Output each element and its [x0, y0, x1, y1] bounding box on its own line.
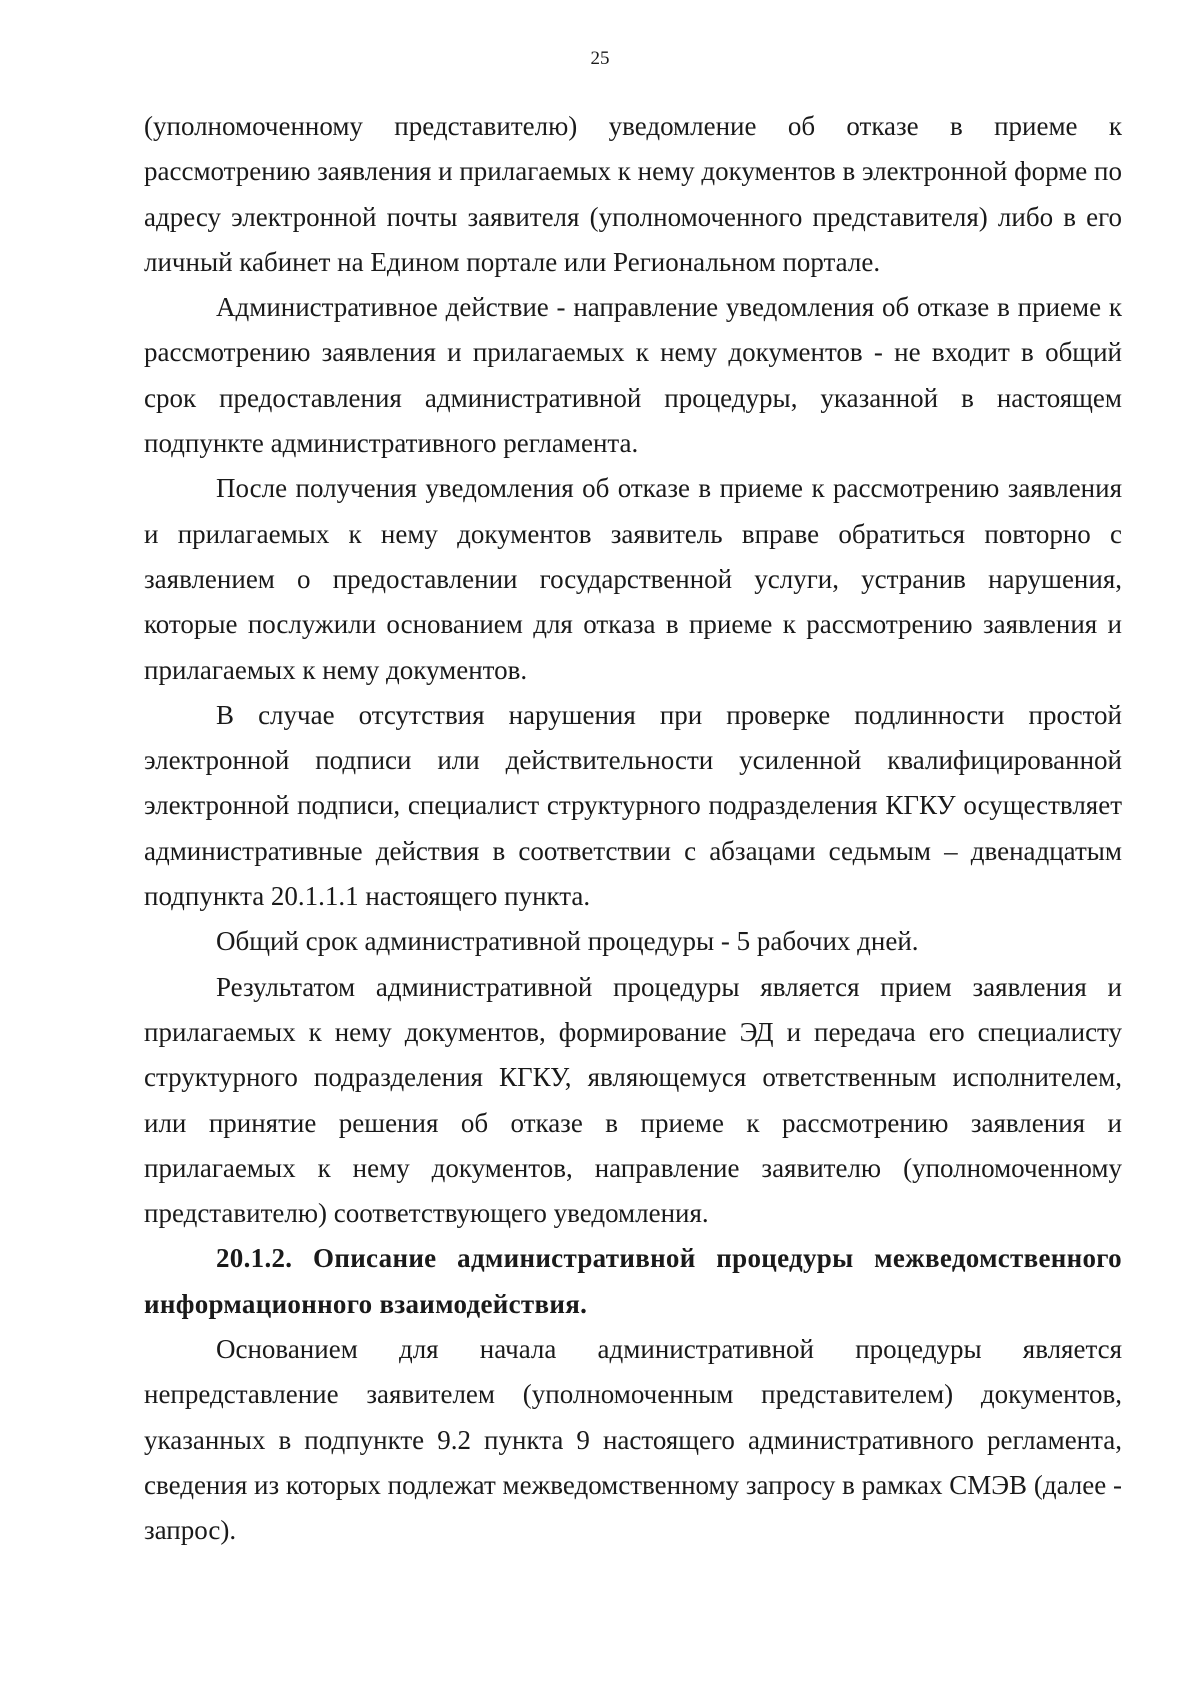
paragraph-result: Результатом административной процедуры является прием заявления и прилагаемых к нему документов, формирование ЭД и передача его специалисту структурного подразделения КГКУ, являющемуся ответственным исполнителем, или принятие решения об отказе в приеме к рассмотрению заявления и прилагаемых к нему документов, направление заявителю (уполномоченному представителю) соответствующего уведомления.: [144, 971, 1122, 1229]
paragraph-after-notice: После получения уведомления об отказе в приеме к рассмотрению заявления и прилагаемых к нему документов заявитель вправе обратиться повторно с заявлением о предоставлении государственной услуги, устранив нарушения, которые послужили основанием для отказа в приеме к рассмотрению заявления и прилагаемых к нему документов.: [144, 473, 1122, 685]
paragraph-admin-action: Административное действие - направление уведомления об отказе в приеме к рассмотрению заявления и прилагаемых к нему документов - не входит в общий срок предоставления административной процедуры, указанной в настоящем подпункте административного регламента.: [144, 292, 1122, 459]
paragraph-basis: Основанием для начала административной процедуры является непредставление заявителем (уполномоченным представителем) документов, указанных в подпункте 9.2 пункта 9 настоящего административного регламента, сведения из которых подлежат межведомственному запросу в рамках СМЭВ (далее - запрос).: [144, 1334, 1122, 1546]
paragraph-total-term: Общий срок административной процедуры - 5 рабочих дней.: [216, 926, 919, 957]
paragraph-continuation: (уполномоченному представителю) уведомление об отказе в приеме к рассмотрению заявления и прилагаемых к нему документов в электронной форме по адресу электронной почты заявителя (уполномоченного представителя) либо в его личный кабинет на Едином портале или Региональном портале.: [144, 111, 1122, 277]
document-body: [144, 104, 1122, 1554]
paragraph-no-violation: В случае отсутствия нарушения при проверке подлинности простой электронной подписи или действительности усиленной квалифицированной электронной подписи, специалист структурного подразделения КГКУ осуществляет административные действия в соответствии с абзацами седьмым – двенадцатым подпункта 20.1.1.1 настоящего пункта.: [144, 699, 1122, 912]
page-number: 25: [590, 48, 610, 69]
section-heading-20-1-2: 20.1.2. Описание административной процедуры межведомственного информационного взаимодействия.: [144, 1243, 1122, 1319]
